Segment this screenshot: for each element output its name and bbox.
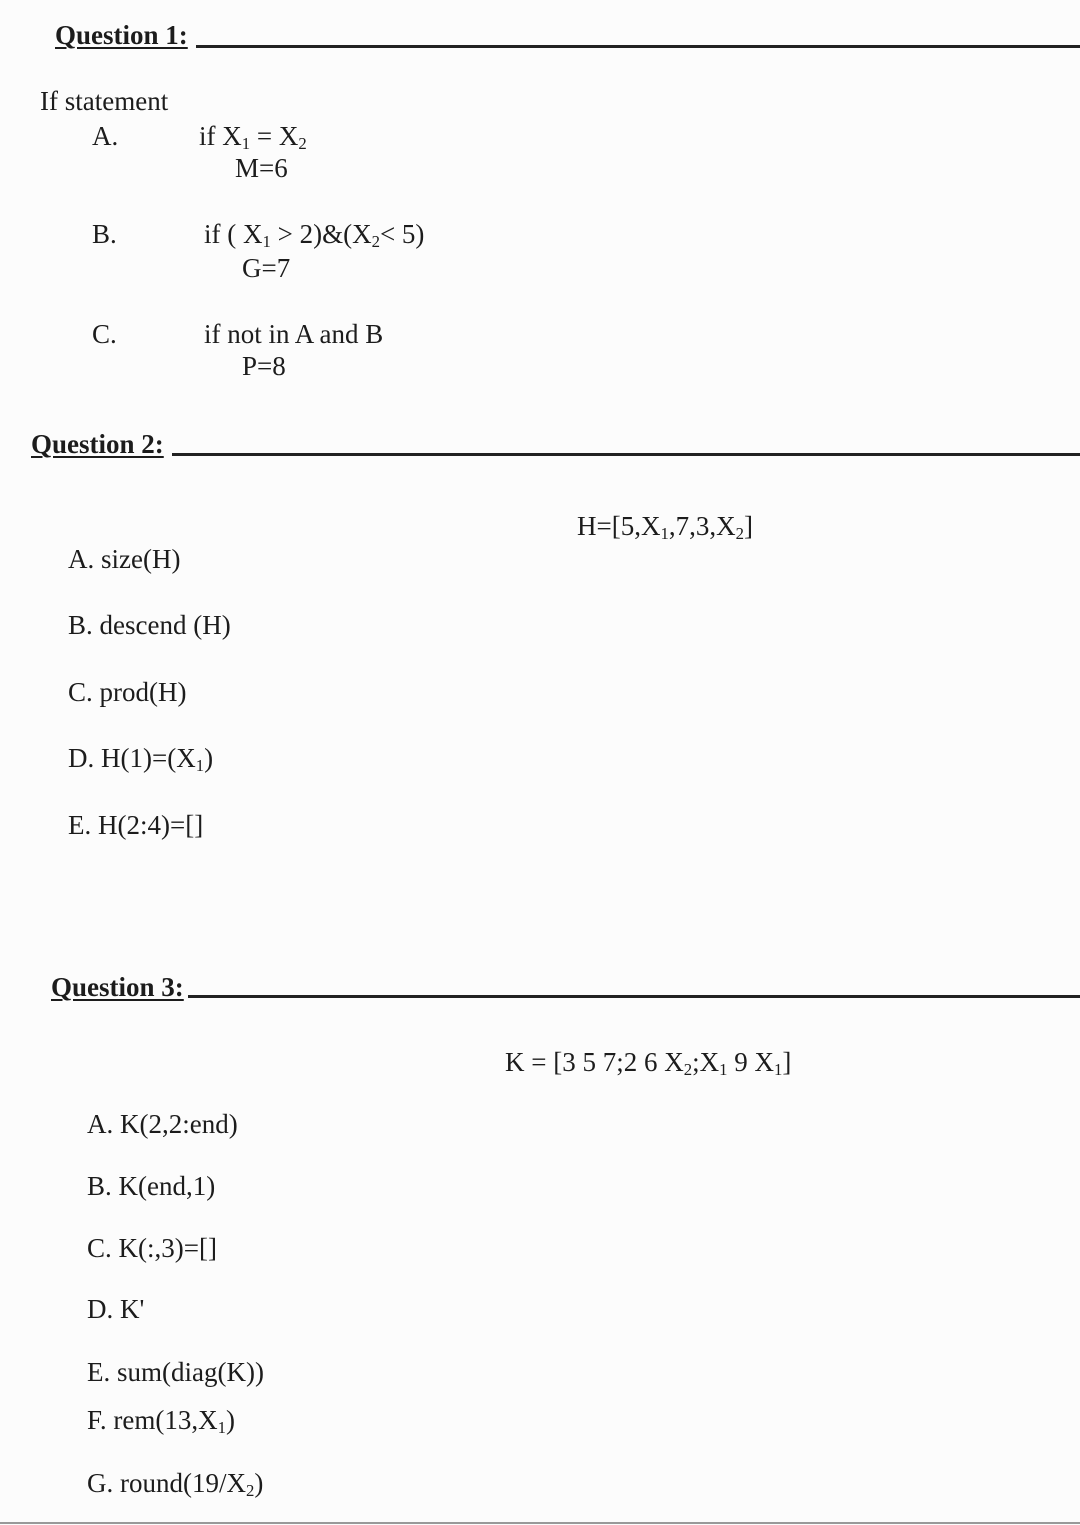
page-bottom-edge xyxy=(0,1522,1080,1524)
q2-item-c: C. prod(H) xyxy=(68,677,187,707)
q3-item-d: D. K' xyxy=(87,1294,145,1324)
question-2-title: Question 2: xyxy=(31,429,164,459)
question-1-rule xyxy=(196,45,1080,48)
q1-item-b-result: G=7 xyxy=(242,253,291,283)
q1-item-a-condition: if $X_1 = X_2$ xyxy=(199,121,307,154)
q2-item-a: A. size(H) xyxy=(68,544,181,574)
q1-intro: If statement xyxy=(40,86,169,116)
question-3-title: Question 3: xyxy=(51,972,184,1002)
question-1-title: Question 1: xyxy=(55,20,188,50)
q3-item-a: A. K(2,2:end) xyxy=(87,1109,238,1139)
q2-vector-definition: $H=[5,X_1,7,3,X_2]$ xyxy=(577,511,753,544)
q1-item-a-result: M=6 xyxy=(235,153,288,183)
q1-item-b-letter: B. xyxy=(92,219,117,249)
q3-item-g: G. $round(19/X_2)$ xyxy=(87,1468,264,1501)
q3-item-f: F. $rem(13,X_1)$ xyxy=(87,1405,235,1438)
q2-item-d: D. $H(1)=(X_1)$ xyxy=(68,743,214,776)
q2-item-e: E. H(2:4)=[] xyxy=(68,810,204,840)
q1-item-c-condition: if not in A and B xyxy=(204,319,384,349)
q3-matrix-definition: K = [3 5 7;2 6 $X_2;X_1$ 9 $X_1$] xyxy=(505,1047,792,1080)
q1-item-a-letter: A. xyxy=(92,121,119,151)
question-3-rule xyxy=(188,995,1080,998)
q1-item-c-letter: C. xyxy=(92,319,117,349)
q2-item-b: B. descend (H) xyxy=(68,610,231,640)
q3-item-b: B. K(end,1) xyxy=(87,1171,216,1201)
question-2-rule xyxy=(172,453,1080,456)
q3-item-e: E. sum(diag(K)) xyxy=(87,1357,264,1387)
q3-item-c: C. K(:,3)=[] xyxy=(87,1233,217,1263)
q1-item-b-condition: if ( $X_1$ > $2)\&(X_2< 5)$ xyxy=(204,219,425,252)
q1-item-c-result: P=8 xyxy=(242,351,286,381)
